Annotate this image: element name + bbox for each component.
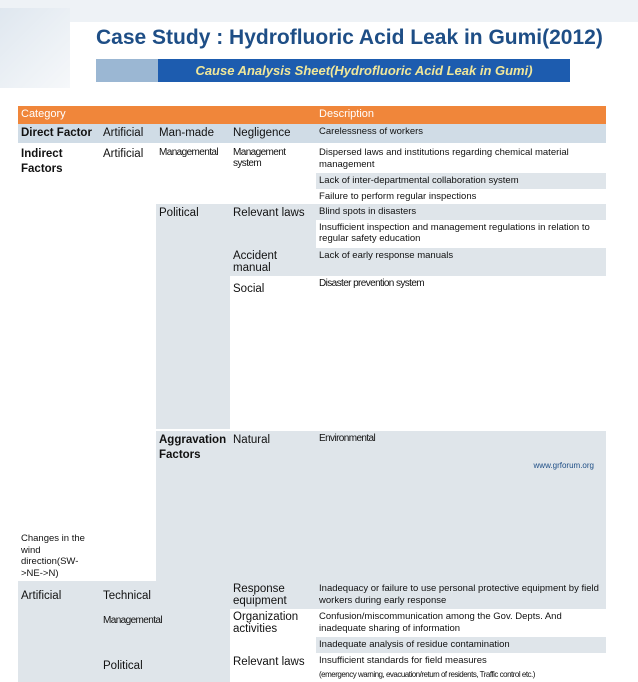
footer-url: www.grforum.org bbox=[534, 461, 594, 470]
top-bar bbox=[0, 0, 638, 22]
category-header: Category bbox=[18, 106, 316, 124]
category-cell: Natural bbox=[230, 430, 316, 581]
category-cell: Accident manual bbox=[230, 248, 316, 276]
subtitle-band: Cause Analysis Sheet(Hydrofluoric Acid Leak in Gumi) bbox=[158, 59, 570, 82]
page-title: Case Study : Hydrofluoric Acid Leak in Gumi(2012) bbox=[96, 26, 636, 50]
description-cell: Changes in the wind direction(SW->NE->N) bbox=[18, 527, 100, 581]
description-cell: Inadequacy or failure to use personal protective equipment by field workers during early response bbox=[316, 581, 606, 609]
category-cell: Artificial bbox=[100, 124, 156, 144]
description-cell: Lack of early response manuals bbox=[316, 248, 606, 276]
description-cell: Lack of inter-departmental collaboration system bbox=[316, 173, 606, 189]
category-cell: Political bbox=[100, 653, 156, 682]
table-header-row bbox=[18, 106, 606, 124]
category-cell: Management system bbox=[230, 144, 316, 204]
table-row bbox=[18, 653, 606, 669]
category-cell: Aggravation Factors bbox=[156, 430, 230, 682]
description-cell: Confusion/miscommunication among the Gov. Depts. And inadequate sharing of information bbox=[316, 609, 606, 637]
category-cell: Negligence bbox=[230, 124, 316, 144]
category-cell: Organization activities bbox=[230, 609, 316, 653]
cause-analysis-table bbox=[18, 106, 606, 682]
category-cell: Relevant laws bbox=[230, 204, 316, 248]
category-cell: Managemental bbox=[100, 609, 156, 653]
category-cell: Managemental bbox=[156, 144, 230, 204]
description-header: Description bbox=[316, 106, 606, 124]
table-row bbox=[18, 609, 606, 637]
table-row bbox=[18, 124, 606, 144]
category-cell: Artificial bbox=[100, 144, 156, 527]
category-cell: Disaster prevention system bbox=[316, 276, 606, 431]
subtitle-band-accent bbox=[96, 59, 158, 82]
description-cell: Carelessness of workers bbox=[316, 124, 606, 144]
category-cell: Political bbox=[156, 204, 230, 430]
description-cell: Dispersed laws and institutions regarding chemical material management bbox=[316, 144, 606, 173]
category-cell: Response equipment bbox=[230, 581, 316, 609]
category-cell: Indirect Factors bbox=[18, 144, 100, 527]
description-cell: Blind spots in disasters bbox=[316, 204, 606, 220]
description-cell: Failure to perform regular inspections bbox=[316, 189, 606, 205]
corner-decoration bbox=[0, 8, 70, 88]
category-cell: Relevant laws bbox=[230, 653, 316, 682]
category-cell: Environmental bbox=[316, 430, 606, 581]
category-cell: Technical bbox=[100, 581, 156, 609]
description-cell: Inadequate analysis of residue contamination bbox=[316, 637, 606, 653]
description-cell: Insufficient standards for field measures bbox=[316, 653, 606, 669]
category-cell: Social bbox=[230, 276, 316, 431]
table-row bbox=[18, 144, 606, 173]
table-row bbox=[18, 581, 606, 609]
description-cell: Insufficient inspection and management regulations in relation to regular safety education bbox=[316, 220, 606, 248]
category-cell: Artificial bbox=[18, 581, 100, 682]
category-cell: Man-made bbox=[156, 124, 230, 144]
description-cell: (emergency warning, evacuation/return of residents, Traffic control etc.) bbox=[316, 668, 606, 682]
category-cell: Direct Factor bbox=[18, 124, 100, 144]
